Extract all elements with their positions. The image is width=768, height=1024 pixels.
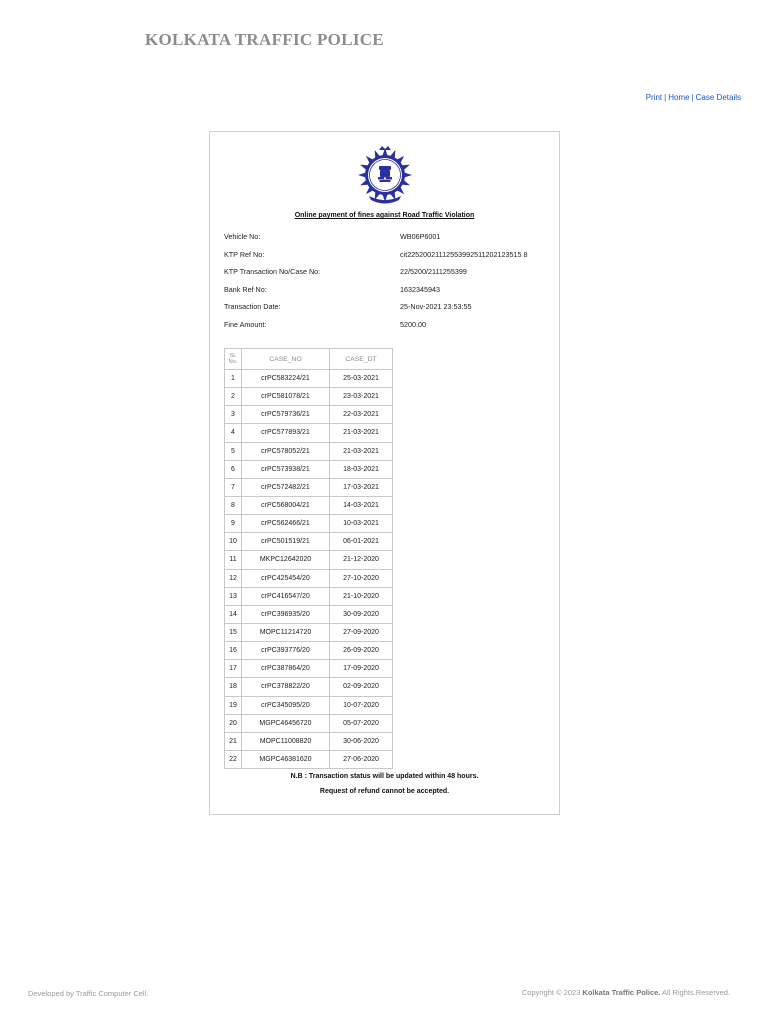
cell-case-date: 30-06-2020 bbox=[330, 732, 393, 750]
column-header-case-date: CASE_DT bbox=[330, 349, 393, 370]
cell-case-no: crPC568004/21 bbox=[242, 496, 330, 514]
table-row bbox=[225, 388, 393, 406]
cell-sl-no: 14 bbox=[225, 605, 242, 623]
cell-case-no: crPC583224/21 bbox=[242, 370, 330, 388]
cell-sl-no: 11 bbox=[225, 551, 242, 569]
cell-case-date: 14-03-2021 bbox=[330, 496, 393, 514]
cell-sl-no: 16 bbox=[225, 642, 242, 660]
cell-sl-no: 8 bbox=[225, 496, 242, 514]
cell-sl-no: 21 bbox=[225, 732, 242, 750]
table-row bbox=[225, 605, 393, 623]
footer-developer-credit: Developed by Traffic Computer Cell. bbox=[28, 989, 149, 998]
detail-value: 22/5200/2111255399 bbox=[400, 267, 467, 277]
link-separator: | bbox=[664, 93, 667, 102]
case-table-header bbox=[225, 349, 393, 370]
detail-label: Transaction Date: bbox=[224, 302, 281, 312]
cell-sl-no: 15 bbox=[225, 623, 242, 641]
cell-sl-no: 1 bbox=[225, 370, 242, 388]
cell-case-no: crPC577893/21 bbox=[242, 424, 330, 442]
refund-note: Request of refund cannot be accepted. bbox=[319, 788, 450, 795]
detail-label: KTP Ref No: bbox=[224, 249, 265, 259]
cell-case-date: 06-01-2021 bbox=[330, 533, 393, 551]
receipt-heading: Online payment of fines against Road Traffic Violation bbox=[294, 212, 475, 219]
detail-value: cit22520021112553992511202123515 8 bbox=[400, 249, 528, 259]
case-details-link[interactable]: Case Details bbox=[695, 93, 741, 102]
table-row bbox=[225, 732, 393, 750]
cell-case-date: 27-06-2020 bbox=[330, 750, 393, 768]
status-note: N.B : Transaction status will be updated within 48 hours. bbox=[290, 773, 479, 780]
cell-case-date: 21-03-2021 bbox=[330, 442, 393, 460]
cell-case-date: 17-03-2021 bbox=[330, 478, 393, 496]
detail-label: KTP Transaction No/Case No: bbox=[224, 267, 321, 277]
table-row bbox=[225, 370, 393, 388]
cell-sl-no: 22 bbox=[225, 750, 242, 768]
cell-case-no: crPC501519/21 bbox=[242, 533, 330, 551]
table-row bbox=[225, 660, 393, 678]
cell-case-date: 17-09-2020 bbox=[330, 660, 393, 678]
cell-case-date: 18-03-2021 bbox=[330, 460, 393, 478]
payment-receipt bbox=[209, 131, 560, 815]
cell-case-no: MOPC11008820 bbox=[242, 732, 330, 750]
cell-case-date: 21-10-2020 bbox=[330, 587, 393, 605]
cell-case-date: 25-03-2021 bbox=[330, 370, 393, 388]
detail-row-transaction-no bbox=[224, 267, 554, 285]
cell-sl-no: 4 bbox=[225, 424, 242, 442]
cell-case-no: crPC581078/21 bbox=[242, 388, 330, 406]
cell-case-date: 30-09-2020 bbox=[330, 605, 393, 623]
table-row bbox=[225, 678, 393, 696]
cell-case-no: crPC578052/21 bbox=[242, 442, 330, 460]
detail-label: Bank Ref No: bbox=[224, 284, 267, 294]
table-row bbox=[225, 424, 393, 442]
cell-case-no: crPC416547/20 bbox=[242, 587, 330, 605]
cell-case-no: MGPC46381620 bbox=[242, 750, 330, 768]
cell-case-date: 10-03-2021 bbox=[330, 515, 393, 533]
cell-sl-no: 17 bbox=[225, 660, 242, 678]
cell-case-date: 26-09-2020 bbox=[330, 642, 393, 660]
cell-case-no: crPC579736/21 bbox=[242, 406, 330, 424]
detail-value: 5200.00 bbox=[400, 319, 426, 329]
kolkata-police-emblem-icon bbox=[349, 144, 421, 207]
detail-row-bank-ref-no bbox=[224, 285, 554, 303]
cell-sl-no: 20 bbox=[225, 714, 242, 732]
table-row bbox=[225, 551, 393, 569]
copyright-suffix: All Rights Reserved. bbox=[660, 988, 730, 997]
cell-sl-no: 5 bbox=[225, 442, 242, 460]
table-row bbox=[225, 442, 393, 460]
cell-sl-no: 3 bbox=[225, 406, 242, 424]
print-link[interactable]: Print bbox=[645, 93, 663, 102]
detail-row-ktp-ref-no bbox=[224, 250, 554, 268]
detail-row-transaction-date bbox=[224, 302, 554, 320]
cell-case-no: MOPC11214720 bbox=[242, 623, 330, 641]
cell-case-no: crPC572482/21 bbox=[242, 478, 330, 496]
detail-value: 25-Nov-2021 23:53:55 bbox=[400, 302, 472, 312]
detail-row-fine-amount bbox=[224, 320, 554, 338]
cell-case-date: 22-03-2021 bbox=[330, 406, 393, 424]
cell-sl-no: 18 bbox=[225, 678, 242, 696]
cell-case-date: 21-12-2020 bbox=[330, 551, 393, 569]
cell-case-no: crPC425454/20 bbox=[242, 569, 330, 587]
cell-case-date: 05-07-2020 bbox=[330, 714, 393, 732]
detail-row-vehicle-no bbox=[224, 232, 554, 250]
site-title: KOLKATA TRAFFIC POLICE bbox=[145, 30, 384, 49]
cell-sl-no: 13 bbox=[225, 587, 242, 605]
table-row bbox=[225, 496, 393, 514]
top-links bbox=[646, 93, 741, 102]
footer-copyright bbox=[522, 988, 730, 997]
link-separator: | bbox=[691, 93, 694, 102]
cell-sl-no: 2 bbox=[225, 388, 242, 406]
table-row bbox=[225, 569, 393, 587]
cell-case-no: MKPC12642020 bbox=[242, 551, 330, 569]
cell-sl-no: 7 bbox=[225, 478, 242, 496]
table-row bbox=[225, 587, 393, 605]
cell-case-no: crPC562466/21 bbox=[242, 515, 330, 533]
table-row bbox=[225, 750, 393, 768]
table-row bbox=[225, 533, 393, 551]
cell-case-no: crPC345095/20 bbox=[242, 696, 330, 714]
cell-case-date: 02-09-2020 bbox=[330, 678, 393, 696]
cell-sl-no: 10 bbox=[225, 533, 242, 551]
table-row bbox=[225, 406, 393, 424]
cell-case-date: 21-03-2021 bbox=[330, 424, 393, 442]
table-row bbox=[225, 515, 393, 533]
table-row bbox=[225, 623, 393, 641]
cell-sl-no: 6 bbox=[225, 460, 242, 478]
cell-case-no: MGPC46456720 bbox=[242, 714, 330, 732]
detail-label: Vehicle No: bbox=[224, 232, 261, 241]
home-link[interactable]: Home bbox=[668, 93, 690, 102]
cell-sl-no: 12 bbox=[225, 569, 242, 587]
table-row bbox=[225, 696, 393, 714]
table-row bbox=[225, 714, 393, 732]
cell-case-date: 10-07-2020 bbox=[330, 696, 393, 714]
cell-sl-no: 9 bbox=[225, 515, 242, 533]
cell-case-date: 27-09-2020 bbox=[330, 623, 393, 641]
table-row bbox=[225, 478, 393, 496]
copyright-prefix: Copyright © 2023 bbox=[521, 988, 583, 997]
cell-case-no: crPC573938/21 bbox=[242, 460, 330, 478]
copyright-brand: Kolkata Traffic Police. bbox=[582, 988, 661, 997]
cell-case-date: 23-03-2021 bbox=[330, 388, 393, 406]
transaction-details bbox=[224, 232, 554, 338]
cell-sl-no: 19 bbox=[225, 696, 242, 714]
cell-case-no: crPC387864/20 bbox=[242, 660, 330, 678]
cell-case-no: crPC378822/20 bbox=[242, 678, 330, 696]
detail-label: Fine Amount: bbox=[224, 319, 267, 329]
table-row bbox=[225, 642, 393, 660]
column-header-sl-no: SL No. bbox=[225, 349, 242, 370]
column-header-case-no: CASE_NO bbox=[242, 349, 330, 370]
detail-value: WB06P6001 bbox=[400, 232, 441, 241]
cell-case-no: crPC396935/20 bbox=[242, 605, 330, 623]
cell-case-no: crPC393776/20 bbox=[242, 642, 330, 660]
table-row bbox=[225, 460, 393, 478]
detail-value: 1632345943 bbox=[400, 284, 440, 294]
case-table bbox=[224, 348, 393, 769]
cell-case-date: 27-10-2020 bbox=[330, 569, 393, 587]
